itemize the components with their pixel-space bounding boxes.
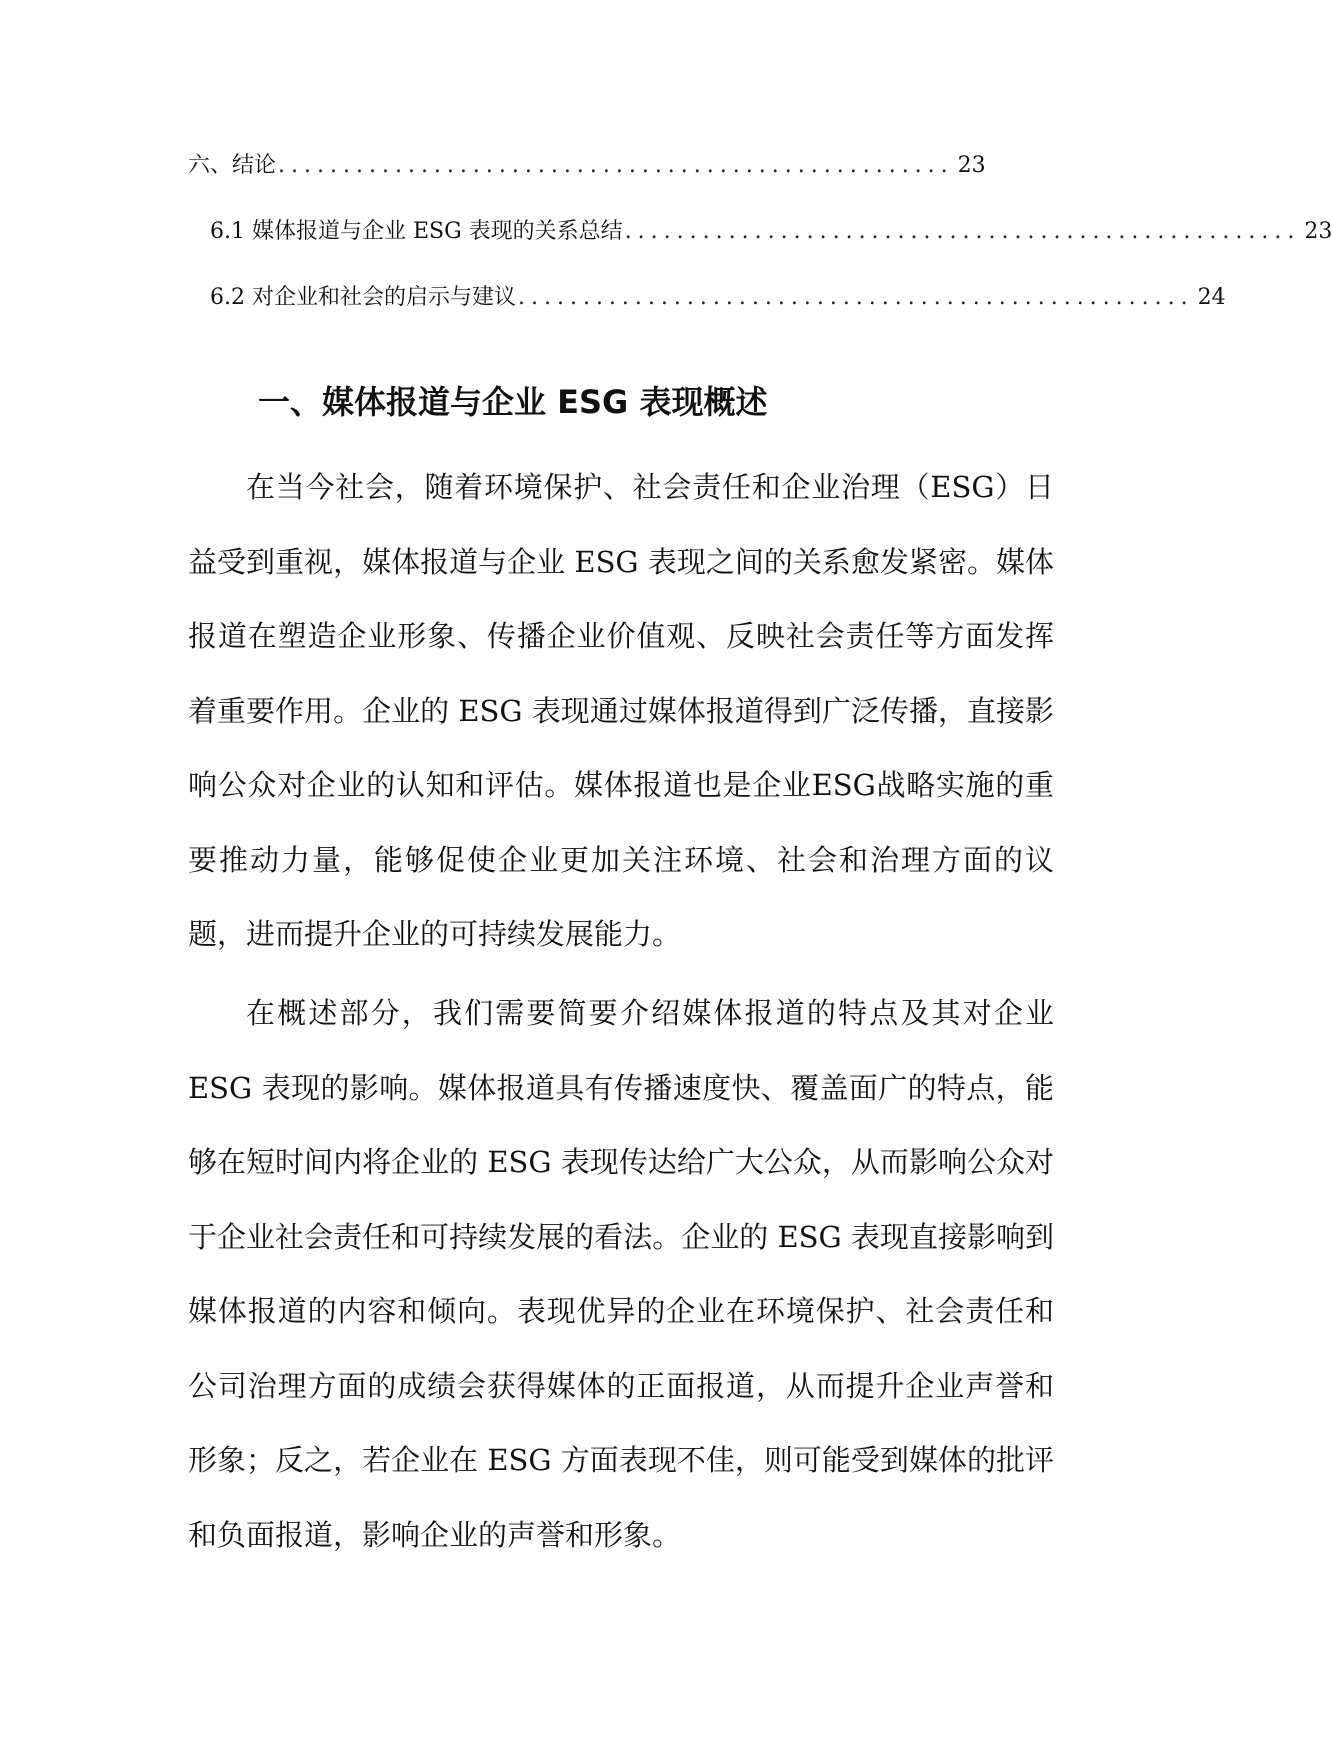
toc-entry-label: 6.1 媒体报道与企业 ESG 表现的关系总结 <box>210 219 623 244</box>
body-paragraph-1: 在当今社会，随着环境保护、社会责任和企业治理（ESG）日益受到重视，媒体报道与企业 ESG 表现之间的关系愈发紧密。媒体报道在塑造企业形象、传播企业价值观、反映社会责任等方面发挥着重要作用。企业的 ESG 表现通过媒体报道得到广泛传播，直接影响公众对企业的认知和评估。媒体报道也是企业ESG战略实施的重要推动力量，能够促使企业更加关注环境、社会和治理方面的议题，进而提升企业的可持续发展能力。 <box>188 470 1054 951</box>
toc-page-number: 24 <box>1197 285 1226 310</box>
toc-entry-label: 六、结论 <box>188 153 277 178</box>
toc-dot-leader: .................................................... <box>278 153 954 178</box>
section-heading: 一、媒体报道与企业 ESG 表现概述 <box>258 383 768 421</box>
toc-entry-label: 6.2 对企业和社会的启示与建议 <box>210 285 516 310</box>
toc-entry-conclusion[interactable] <box>188 148 986 214</box>
toc-entry-6-1[interactable] <box>188 214 1332 280</box>
toc-dot-leader: .................................................... <box>517 285 1194 310</box>
toc-entry-6-2[interactable] <box>188 280 1226 346</box>
table-of-contents <box>188 148 1332 346</box>
toc-page-number: 23 <box>957 153 986 178</box>
toc-page-number: 23 <box>1304 219 1332 244</box>
toc-dot-leader: .................................................... <box>624 219 1301 244</box>
body-paragraph-2: 在概述部分，我们需要简要介绍媒体报道的特点及其对企业 ESG 表现的影响。媒体报道具有传播速度快、覆盖面广的特点，能够在短时间内将企业的 ESG 表现传达给广大公众，从而影响公众对于企业社会责任和可持续发展的看法。企业的 ESG 表现直接影响到媒体报道的内容和倾向。表现优异的企业在环境保护、社会责任和公司治理方面的成绩会获得媒体的正面报道，从而提升企业声誉和形象；反之，若企业在 ESG 方面表现不佳，则可能受到媒体的批评和负面报道，影响企业的声誉和形象。 <box>188 996 1054 1552</box>
